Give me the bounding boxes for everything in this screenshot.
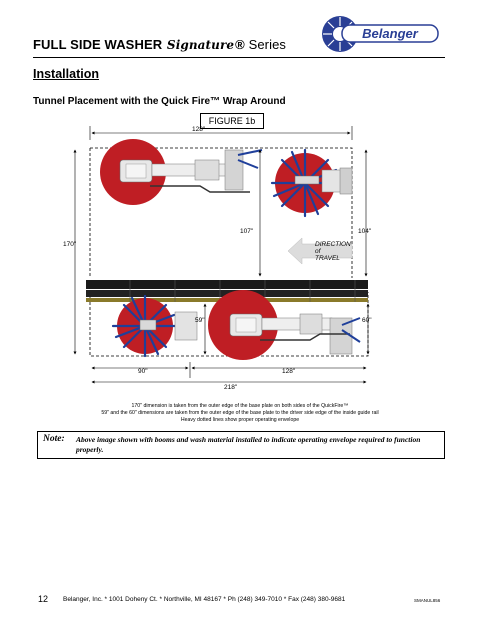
- brush-top-right: [272, 150, 352, 216]
- section-title: Installation: [33, 67, 99, 81]
- caption-line-3: Heavy dotted lines show proper operating envelope: [180, 417, 300, 423]
- figure-label: FIGURE 1b: [200, 113, 264, 129]
- dim-guide-59: 59": [195, 317, 205, 324]
- direction-label-2: of: [315, 248, 321, 255]
- footer-doc-code: SMANUL856: [414, 598, 441, 603]
- logo-text: Belanger: [362, 26, 418, 41]
- header-title-prefix: FULL SIDE WASHER: [33, 37, 163, 52]
- subtitle: Tunnel Placement with the Quick Fire™ Wrap Around: [33, 96, 286, 107]
- caption-line-2: 59" and the 60" dimensions are taken from the outer edge of the base plate to the driver side edge of the inside guide rail: [101, 410, 379, 416]
- dim-top-width: 128": [192, 126, 206, 133]
- brush-bottom-left: [113, 296, 197, 356]
- direction-label-1: DIRECTION: [315, 241, 351, 248]
- header-signature: Signature: [166, 38, 235, 52]
- brush-top-left: [100, 139, 262, 205]
- dim-right-outer: 104": [358, 228, 372, 235]
- direction-label-3: TRAVEL: [315, 255, 340, 262]
- caption-line-1: 170" dimension is taken from the outer edge of the base plate on both sides of the QuickFire™: [131, 403, 349, 409]
- registered-mark: ®: [235, 37, 245, 52]
- dim-bottom-total: 218": [224, 384, 238, 391]
- dim-left-height: 170": [63, 241, 77, 248]
- dim-bottom-left: 90": [138, 368, 148, 375]
- page-number: 12: [38, 594, 49, 604]
- header-series: Series: [248, 37, 287, 52]
- footer-company-info: Belanger, Inc. * 1001 Doheny Ct. * Northville, MI 48167 * Ph (248) 349-7010 * Fax (248) 380-9681: [63, 596, 346, 603]
- note-text: Above image shown with booms and wash material installed to indicate operating envelope required to function properly.: [76, 435, 421, 454]
- dim-right-gap: 107": [240, 228, 254, 235]
- dim-guide-60: 60": [362, 317, 372, 324]
- dim-bottom-right: 128": [282, 368, 296, 375]
- note-label: Note:: [43, 434, 65, 444]
